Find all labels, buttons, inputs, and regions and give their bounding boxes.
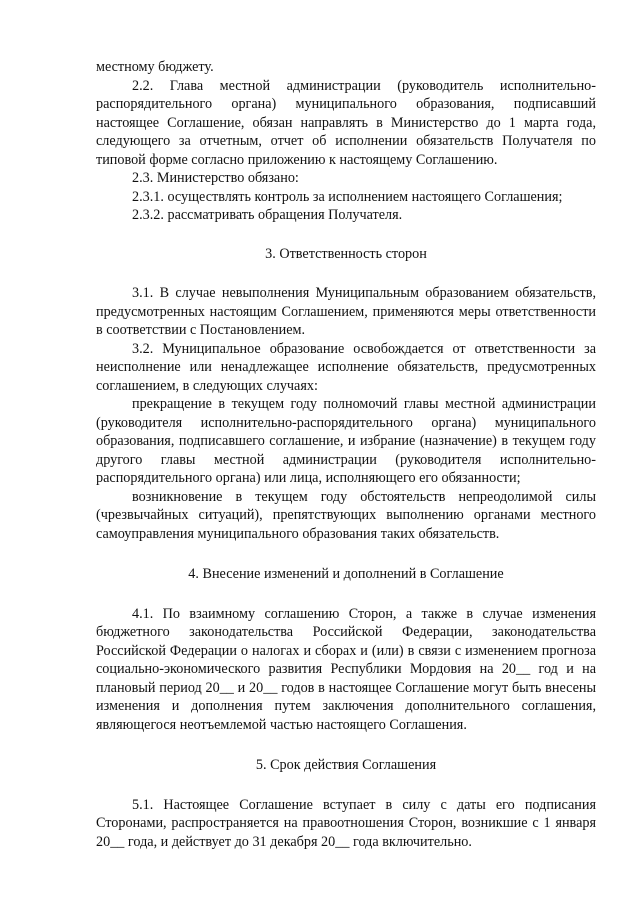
paragraph-2-3-1: 2.3.1. осуществлять контроль за исполнением настоящего Соглашения; [132, 188, 563, 205]
section-heading-3: 3. Ответственность сторон [265, 245, 427, 262]
paragraph-2-3-2: 2.3.2. рассматривать обращения Получателя. [132, 207, 403, 223]
section-heading-4: 4. Внесение изменений и дополнений в Соглашение [188, 566, 504, 582]
paragraph-3-2: 3.2. Муниципальное образование освобождается от ответственности за неисполнение или ненадлежащее исполнение обязательств, предусмотренных соглашением, в следующих случаях: [96, 340, 596, 394]
paragraph-2-3: 2.3. Министерство обязано: [132, 170, 299, 186]
paragraph-3-1: 3.1. В случае невыполнения Муниципальным образованием обязательств, предусмотренных настоящим Соглашением, применяются меры ответственности в соответствии с Постановлением. [96, 285, 596, 338]
paragraph-budget-tail: местному бюджету. [96, 59, 214, 75]
paragraph-3-2-case-b: возникновение в текущем году обстоятельств непреодолимой силы (чрезвычайных ситуаций), препятствующих выполнению органами местного самоуправления муниципального образования таких обязательств. [96, 488, 596, 542]
paragraph-5-1: 5.1. Настоящее Соглашение вступает в силу с даты его подписания Сторонами, распространяется на правоотношения Сторон, возникшие с 1 января 20__ года, и действует до 31 декабря 20__ года включительно. [96, 796, 596, 850]
document-body [96, 58, 596, 851]
section-heading-5: 5. Срок действия Соглашения [255, 757, 437, 773]
paragraph-2-2: 2.2. Глава местной администрации (руководитель исполнительно-распорядительного органа) муниципального образования, подписавший настоящее Соглашение, обязан направлять в Министерство до 1 марта года, следующего за отчетным, отчет об исполнении обязательств Получателя по типовой форме согласно приложению к настоящему Соглашению. [96, 77, 596, 168]
paragraph-3-2-case-a: прекращение в текущем году полномочий главы местной администрации (руководителя исполнительно-распорядительного органа) муниципального образования, подписавшего соглашение, и избрание (назначение) в текущем году другого главы местной администрации (руководителя исполнительно-распорядительного органа) или лица, исполняющего его обязанности; [96, 396, 596, 486]
paragraph-4-1: 4.1. По взаимному соглашению Сторон, а также в случае изменения бюджетного законодательства Российской Федерации, законодательства Российской Федерации о налогах и сборах и (или) в связи с изменением прогноза социально-экономического развития Республики Мордовия на 20__ год и на плановый период 20__ и 20__ годов в настоящее Соглашение могут быть внесены изменения и дополнения путем заключения дополнительного соглашения, являющегося неотъемлемой частью настоящего Соглашения. [96, 605, 596, 733]
